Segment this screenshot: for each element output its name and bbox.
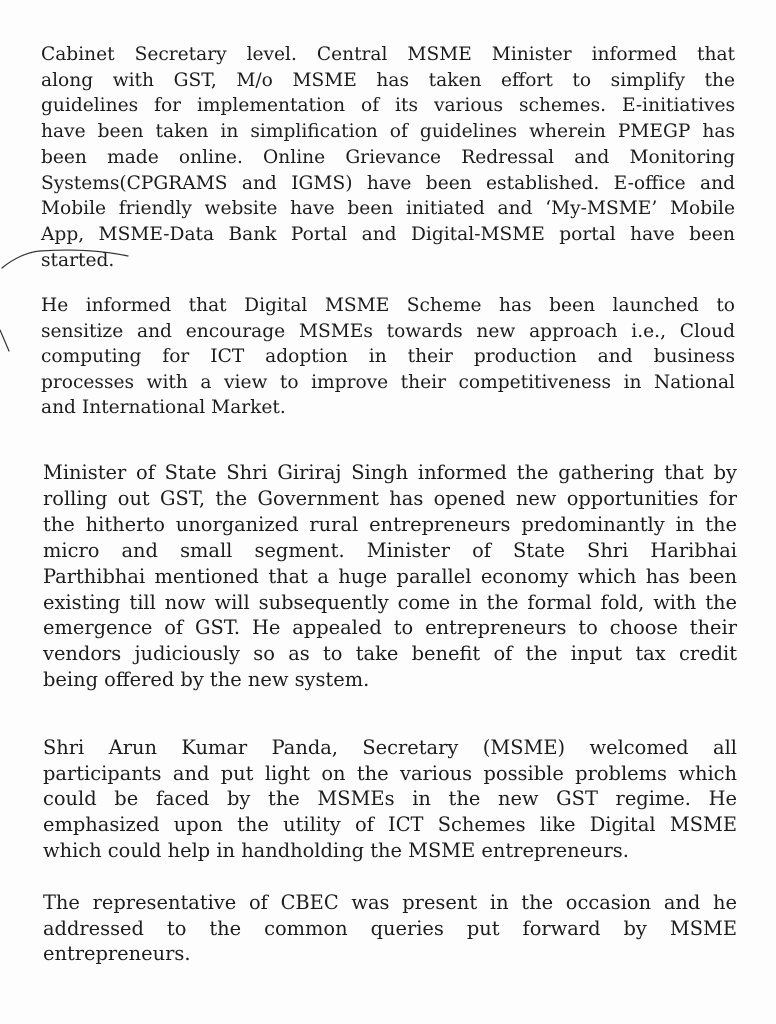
- text-line: Shri Arun Kumar Panda, Secretary (MSME) welcomed all: [43, 736, 737, 759]
- text-line: He informed that Digital MSME Scheme has been launched to: [41, 295, 735, 316]
- text-line: could be faced by the MSMEs in the new GST regime. He: [43, 787, 737, 811]
- text-line: computing for ICT adoption in their production and business: [41, 346, 735, 367]
- text-line: participants and put light on the various possible problems which: [43, 761, 737, 785]
- text-line: vendors judiciously so as to take benefit of the input tax credit: [43, 642, 737, 666]
- text-line: have been taken in simplification of guidelines wherein PMEGP has: [41, 121, 735, 143]
- text-line: The representative of CBEC was present in the occasion and he: [43, 891, 737, 914]
- text-line: micro and small segment. Minister of State Shri Haribhai: [43, 538, 737, 562]
- paragraph-cbec-representative: [43, 890, 737, 967]
- text-line: emergence of GST. He appealed to entrepreneurs to choose their: [43, 616, 737, 640]
- text-line: Mobile friendly website have been initiated and ‘My-MSME’ Mobile: [41, 198, 735, 220]
- text-line: existing till now will subsequently come in the formal fold, with the: [43, 590, 737, 614]
- text-line: being offered by the new system.: [43, 668, 370, 692]
- text-line: rolling out GST, the Government has opened new opportunities for: [43, 486, 737, 510]
- text-line: the hitherto unorganized rural entrepreneurs predominantly in the: [43, 512, 737, 536]
- text-line: App, MSME-Data Bank Portal and Digital-MSME portal have been: [41, 223, 735, 245]
- text-line: Systems(CPGRAMS and IGMS) have been established. E-office and: [41, 172, 735, 194]
- text-line: and International Market.: [41, 397, 286, 418]
- text-line: guidelines for implementation of its various schemes. E-initiatives: [41, 95, 735, 117]
- text-line: entrepreneurs.: [43, 942, 191, 966]
- text-line: sensitize and encourage MSMEs towards new approach i.e., Cloud: [41, 320, 735, 342]
- paragraph-digital-msme-scheme: [41, 293, 735, 421]
- paragraph-ministers-of-state: [43, 460, 737, 693]
- paragraph-secretary-welcome: [43, 735, 737, 864]
- text-line: been made online. Online Grievance Redressal and Monitoring: [41, 146, 735, 168]
- text-line: Cabinet Secretary level. Central MSME Minister informed that: [41, 44, 735, 65]
- text-line: started.: [41, 249, 115, 271]
- text-line: along with GST, M/o MSME has taken effort to simplify the: [41, 69, 735, 91]
- pen-stroke-tick: [0, 330, 9, 351]
- paragraph-msme-initiatives: [41, 42, 735, 273]
- text-line: Minister of State Shri Giriraj Singh informed the gathering that by: [43, 461, 737, 484]
- text-line: emphasized upon the utility of ICT Schemes like Digital MSME: [43, 813, 737, 837]
- text-line: addressed to the common queries put forward by MSME: [43, 916, 737, 940]
- text-line: processes with a view to improve their competitiveness in National: [41, 371, 735, 393]
- text-line: Parthibhai mentioned that a huge parallel economy which has been: [43, 564, 737, 588]
- text-line: which could help in handholding the MSME entrepreneurs.: [43, 838, 629, 862]
